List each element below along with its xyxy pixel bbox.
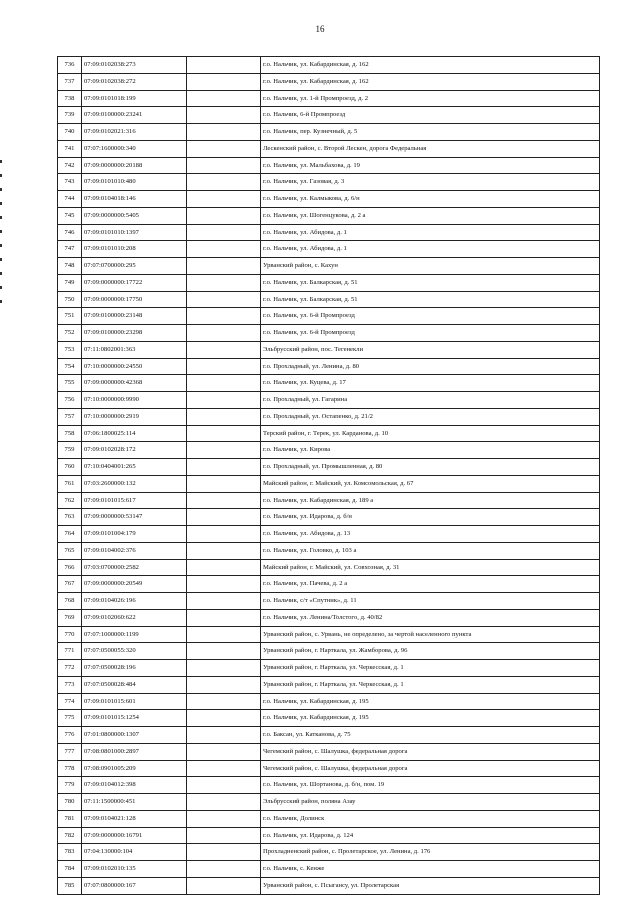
cadastral-number: 07:09:0101018:199	[82, 90, 187, 107]
empty-cell	[187, 861, 261, 878]
empty-cell	[187, 375, 261, 392]
table-row	[58, 794, 600, 811]
cadastral-number: 07:09:0102028:172	[82, 442, 187, 459]
table-row	[58, 124, 600, 141]
empty-cell	[187, 174, 261, 191]
empty-cell	[187, 743, 261, 760]
row-number: 742	[58, 157, 82, 174]
row-number: 765	[58, 542, 82, 559]
empty-cell	[187, 140, 261, 157]
row-number: 774	[58, 693, 82, 710]
table-row	[58, 207, 600, 224]
address: Эльбрусский район, поляна Азау	[261, 794, 600, 811]
table-row	[58, 877, 600, 894]
cadastral-number: 07:09:0102060:622	[82, 609, 187, 626]
table-row	[58, 676, 600, 693]
table-row	[58, 743, 600, 760]
empty-cell	[187, 710, 261, 727]
empty-cell	[187, 459, 261, 476]
row-number: 744	[58, 191, 82, 208]
cadastral-number: 07:09:0101010:208	[82, 241, 187, 258]
empty-cell	[187, 124, 261, 141]
table-row	[58, 425, 600, 442]
row-number: 781	[58, 810, 82, 827]
table-row	[58, 777, 600, 794]
address: г.о. Нальчик, ул. Кирова	[261, 442, 600, 459]
row-number: 743	[58, 174, 82, 191]
table-row	[58, 509, 600, 526]
table-row	[58, 861, 600, 878]
empty-cell	[187, 291, 261, 308]
empty-cell	[187, 392, 261, 409]
empty-cell	[187, 676, 261, 693]
table-row	[58, 827, 600, 844]
empty-cell	[187, 777, 261, 794]
row-number: 753	[58, 341, 82, 358]
empty-cell	[187, 57, 261, 74]
cadastral-number: 07:09:0102038:272	[82, 73, 187, 90]
table-row	[58, 844, 600, 861]
table-row	[58, 693, 600, 710]
address: г.о. Нальчик, ул. Кабардинская, д. 162	[261, 73, 600, 90]
empty-cell	[187, 492, 261, 509]
row-number: 738	[58, 90, 82, 107]
empty-cell	[187, 844, 261, 861]
empty-cell	[187, 526, 261, 543]
empty-cell	[187, 191, 261, 208]
address: г.о. Нальчик, ул. Абидова, д. 1	[261, 241, 600, 258]
cadastral-number: 07:03:2600000:132	[82, 475, 187, 492]
empty-cell	[187, 442, 261, 459]
table-row	[58, 559, 600, 576]
address: г.о. Нальчик, ул. Балкарская, д. 51	[261, 274, 600, 291]
table-row	[58, 90, 600, 107]
row-number: 740	[58, 124, 82, 141]
cadastral-number: 07:09:0100000:23298	[82, 325, 187, 342]
table-row	[58, 375, 600, 392]
empty-cell	[187, 358, 261, 375]
cadastral-number: 07:10:0000000:24550	[82, 358, 187, 375]
empty-cell	[187, 794, 261, 811]
cadastral-number: 07:09:0104002:376	[82, 542, 187, 559]
table-row	[58, 593, 600, 610]
address: г.о. Нальчик, ул. Идарова, д. б/н	[261, 509, 600, 526]
address: г.о. Прохладный, ул. Гагарина	[261, 392, 600, 409]
table-row	[58, 157, 600, 174]
address: г.о. Нальчик, ул. Кабардинская, д. 162	[261, 57, 600, 74]
table-row	[58, 258, 600, 275]
row-number: 767	[58, 576, 82, 593]
address: г.о. Нальчик, ул. Кабардинская, д. 195	[261, 693, 600, 710]
address: Эльбрусский район, пос. Тегенекли	[261, 341, 600, 358]
table-row	[58, 191, 600, 208]
cadastral-number: 07:10:0000000:2919	[82, 408, 187, 425]
table-row	[58, 576, 600, 593]
table-row	[58, 526, 600, 543]
row-number: 752	[58, 325, 82, 342]
table-row	[58, 358, 600, 375]
row-number: 776	[58, 727, 82, 744]
address: г.о. Нальчик, ул. Балкарская, д. 51	[261, 291, 600, 308]
table-row	[58, 325, 600, 342]
empty-cell	[187, 224, 261, 241]
table-row	[58, 727, 600, 744]
empty-cell	[187, 107, 261, 124]
row-number: 763	[58, 509, 82, 526]
table-row	[58, 107, 600, 124]
cadastral-number: 07:09:0102021:316	[82, 124, 187, 141]
address: г.о. Нальчик, ул. Газовая, д. 3	[261, 174, 600, 191]
row-number: 779	[58, 777, 82, 794]
address: г.о. Нальчик, ул. Кабардинская, д. 189 а	[261, 492, 600, 509]
row-number: 771	[58, 643, 82, 660]
empty-cell	[187, 341, 261, 358]
table-row	[58, 57, 600, 74]
row-number: 766	[58, 559, 82, 576]
empty-cell	[187, 877, 261, 894]
row-number: 759	[58, 442, 82, 459]
cadastral-number: 07:09:0104026:196	[82, 593, 187, 610]
empty-cell	[187, 609, 261, 626]
cadastral-number: 07:04:130000:104	[82, 844, 187, 861]
address: г.о. Нальчик, Долинск	[261, 810, 600, 827]
empty-cell	[187, 810, 261, 827]
address: Майский район, г. Майский, ул. Комсомольская, д. 67	[261, 475, 600, 492]
table-row	[58, 542, 600, 559]
page-number: 16	[315, 24, 325, 34]
address: Лескенский район, с. Второй Лескен, дорога Федеральная	[261, 140, 600, 157]
cadastral-number: 07:11:0802001:363	[82, 341, 187, 358]
cadastral-number: 07:09:0101015:617	[82, 492, 187, 509]
empty-cell	[187, 258, 261, 275]
cadastral-number: 07:09:0000000:16791	[82, 827, 187, 844]
address: г.о. Нальчик, ул. Ленина/Толстого, д. 40/82	[261, 609, 600, 626]
empty-cell	[187, 207, 261, 224]
empty-cell	[187, 157, 261, 174]
row-number: 768	[58, 593, 82, 610]
cadastral-number: 07:09:0101015:601	[82, 693, 187, 710]
address: г.о. Прохладный, ул. Промышленная, д. 80	[261, 459, 600, 476]
address: г.о. Нальчик, ул. 1-й Промпроезд, д. 2	[261, 90, 600, 107]
table-row	[58, 442, 600, 459]
address: Прохладненский район, с. Пролетарское, ул. Ленина, д. 176	[261, 844, 600, 861]
empty-cell	[187, 559, 261, 576]
address: Терский район, г. Терек, ул. Карданова, д. 10	[261, 425, 600, 442]
row-number: 758	[58, 425, 82, 442]
cadastral-number: 07:07:0500055:320	[82, 643, 187, 660]
cadastral-number: 07:08:0901005:209	[82, 760, 187, 777]
row-number: 749	[58, 274, 82, 291]
address: г.о. Нальчик, ул. Пачева, д. 2 а	[261, 576, 600, 593]
row-number: 775	[58, 710, 82, 727]
cadastral-number: 07:07:0500028:196	[82, 660, 187, 677]
empty-cell	[187, 408, 261, 425]
cadastral-number: 07:09:0104012:398	[82, 777, 187, 794]
empty-cell	[187, 626, 261, 643]
row-number: 780	[58, 794, 82, 811]
address: Урванский район, г. Нарткала, ул. Жамборова, д. 96	[261, 643, 600, 660]
row-number: 757	[58, 408, 82, 425]
empty-cell	[187, 760, 261, 777]
row-number: 756	[58, 392, 82, 409]
cadastral-number: 07:06:1800025:114	[82, 425, 187, 442]
row-number: 777	[58, 743, 82, 760]
empty-cell	[187, 274, 261, 291]
cadastral-number: 07:09:0101004:179	[82, 526, 187, 543]
address: г.о. Прохладный, ул. Остапенко, д. 21/2	[261, 408, 600, 425]
registry-table-body	[58, 57, 600, 895]
row-number: 772	[58, 660, 82, 677]
row-number: 737	[58, 73, 82, 90]
row-number: 764	[58, 526, 82, 543]
cadastral-number: 07:09:0102010:135	[82, 861, 187, 878]
address: г.о. Нальчик, ул. Кабардинская, д. 195	[261, 710, 600, 727]
row-number: 770	[58, 626, 82, 643]
table-row	[58, 140, 600, 157]
address: г.о. Нальчик, ул. Мальбахова, д. 19	[261, 157, 600, 174]
table-row	[58, 626, 600, 643]
table-row	[58, 174, 600, 191]
cadastral-number: 07:07:0700000:295	[82, 258, 187, 275]
empty-cell	[187, 693, 261, 710]
table-row	[58, 475, 600, 492]
address: г.о. Нальчик, ул. 6-й Промпроезд	[261, 325, 600, 342]
table-row	[58, 392, 600, 409]
cadastral-number: 07:09:0000000:53147	[82, 509, 187, 526]
row-number: 762	[58, 492, 82, 509]
cadastral-number: 07:11:1500000:451	[82, 794, 187, 811]
cadastral-number: 07:09:0102038:273	[82, 57, 187, 74]
address: г.о. Нальчик, ул. 6-й Промпроезд	[261, 308, 600, 325]
cadastral-number: 07:09:0104018:146	[82, 191, 187, 208]
empty-cell	[187, 727, 261, 744]
address: Майский район, г. Майский, ул. Совхозная, д. 31	[261, 559, 600, 576]
row-number: 747	[58, 241, 82, 258]
address: г.о. Нальчик, ул. Абидова, д. 13	[261, 526, 600, 543]
row-number: 746	[58, 224, 82, 241]
address: г.о. Нальчик, пер. Кузнечный, д. 5	[261, 124, 600, 141]
cadastral-number: 07:09:0000000:17722	[82, 274, 187, 291]
address: г.о. Баксан, ул. Катканова, д. 75	[261, 727, 600, 744]
empty-cell	[187, 509, 261, 526]
row-number: 751	[58, 308, 82, 325]
empty-cell	[187, 542, 261, 559]
empty-cell	[187, 241, 261, 258]
address: г.о. Нальчик, ул. Куцева, д. 17	[261, 375, 600, 392]
empty-cell	[187, 475, 261, 492]
address: Чегемский район, с. Шалушка, федеральная дорога	[261, 760, 600, 777]
table-row	[58, 760, 600, 777]
row-number: 736	[58, 57, 82, 74]
table-row	[58, 73, 600, 90]
address: г.о. Нальчик, ул. Абидова, д. 1	[261, 224, 600, 241]
table-row	[58, 274, 600, 291]
address: г.о. Нальчик, с. Кенже	[261, 861, 600, 878]
cadastral-number: 07:08:0801000:2897	[82, 743, 187, 760]
address: г.о. Нальчик, ул. Головко, д. 103 а	[261, 542, 600, 559]
row-number: 769	[58, 609, 82, 626]
address: г.о. Нальчик, ул. Шортанова, д. б/н, пом. 19	[261, 777, 600, 794]
address: Урванский район, г. Нарткала, ул. Черкесская, д. 1	[261, 660, 600, 677]
empty-cell	[187, 325, 261, 342]
row-number: 741	[58, 140, 82, 157]
address: г.о. Прохладный, ул. Ленина, д. 80	[261, 358, 600, 375]
address: Урванский район, г. Нарткала, ул. Черкесская, д. 1	[261, 676, 600, 693]
empty-cell	[187, 308, 261, 325]
table-row	[58, 643, 600, 660]
empty-cell	[187, 660, 261, 677]
cadastral-number: 07:09:0000000:42368	[82, 375, 187, 392]
cadastral-number: 07:09:0000000:5405	[82, 207, 187, 224]
row-number: 754	[58, 358, 82, 375]
cadastral-number: 07:09:0101010:1397	[82, 224, 187, 241]
cadastral-number: 07:03:0700000:2582	[82, 559, 187, 576]
table-row	[58, 492, 600, 509]
row-number: 782	[58, 827, 82, 844]
row-number: 785	[58, 877, 82, 894]
table-row	[58, 291, 600, 308]
table-row	[58, 609, 600, 626]
row-number: 745	[58, 207, 82, 224]
cadastral-number: 07:07:0800000:167	[82, 877, 187, 894]
address: г.о. Нальчик, ул. Калмыкова, д. 6/н	[261, 191, 600, 208]
cadastral-number: 07:09:0000000:17750	[82, 291, 187, 308]
empty-cell	[187, 425, 261, 442]
table-row	[58, 710, 600, 727]
cadastral-number: 07:09:0104021:128	[82, 810, 187, 827]
address: г.о. Нальчик, ул. Шогенцукова, д. 2 а	[261, 207, 600, 224]
table-row	[58, 810, 600, 827]
row-number: 784	[58, 861, 82, 878]
cadastral-number: 07:07:1600000:340	[82, 140, 187, 157]
table-row	[58, 308, 600, 325]
table-row	[58, 341, 600, 358]
address: Чегемский район, с. Шалушка, федеральная дорога	[261, 743, 600, 760]
table-row	[58, 224, 600, 241]
empty-cell	[187, 643, 261, 660]
empty-cell	[187, 73, 261, 90]
cadastral-number: 07:09:0100000:23241	[82, 107, 187, 124]
row-number: 778	[58, 760, 82, 777]
table-row	[58, 241, 600, 258]
empty-cell	[187, 90, 261, 107]
table-row	[58, 660, 600, 677]
address: Урванский район, с. Урвань, не определено, за чертой населенного пункта	[261, 626, 600, 643]
cadastral-number: 07:09:0100000:23148	[82, 308, 187, 325]
registry-table	[57, 56, 600, 895]
address: г.о. Нальчик, 6-й Промпроезд	[261, 107, 600, 124]
row-number: 773	[58, 676, 82, 693]
row-number: 761	[58, 475, 82, 492]
cadastral-number: 07:09:0101015:1254	[82, 710, 187, 727]
row-number: 755	[58, 375, 82, 392]
empty-cell	[187, 827, 261, 844]
address: Урванский район, с. Кахун	[261, 258, 600, 275]
binding-marks	[0, 160, 4, 320]
cadastral-number: 07:07:0500028:484	[82, 676, 187, 693]
cadastral-number: 07:09:0101010:480	[82, 174, 187, 191]
cadastral-number: 07:07:1000000:1199	[82, 626, 187, 643]
row-number: 760	[58, 459, 82, 476]
cadastral-number: 07:09:0000000:20549	[82, 576, 187, 593]
cadastral-number: 07:09:0000000:20188	[82, 157, 187, 174]
address: Урванский район, с. Псыгансу, ул. Пролетарская	[261, 877, 600, 894]
row-number: 750	[58, 291, 82, 308]
cadastral-number: 07:10:0000000:9990	[82, 392, 187, 409]
empty-cell	[187, 593, 261, 610]
cadastral-number: 07:10:0404001:265	[82, 459, 187, 476]
row-number: 783	[58, 844, 82, 861]
row-number: 748	[58, 258, 82, 275]
empty-cell	[187, 576, 261, 593]
table-row	[58, 408, 600, 425]
cadastral-number: 07:01:0800000:1307	[82, 727, 187, 744]
address: г.о. Нальчик, ул. Идарова, д. 124	[261, 827, 600, 844]
row-number: 739	[58, 107, 82, 124]
address: г.о. Нальчик, с/т «Спутник», д. 11	[261, 593, 600, 610]
table-row	[58, 459, 600, 476]
